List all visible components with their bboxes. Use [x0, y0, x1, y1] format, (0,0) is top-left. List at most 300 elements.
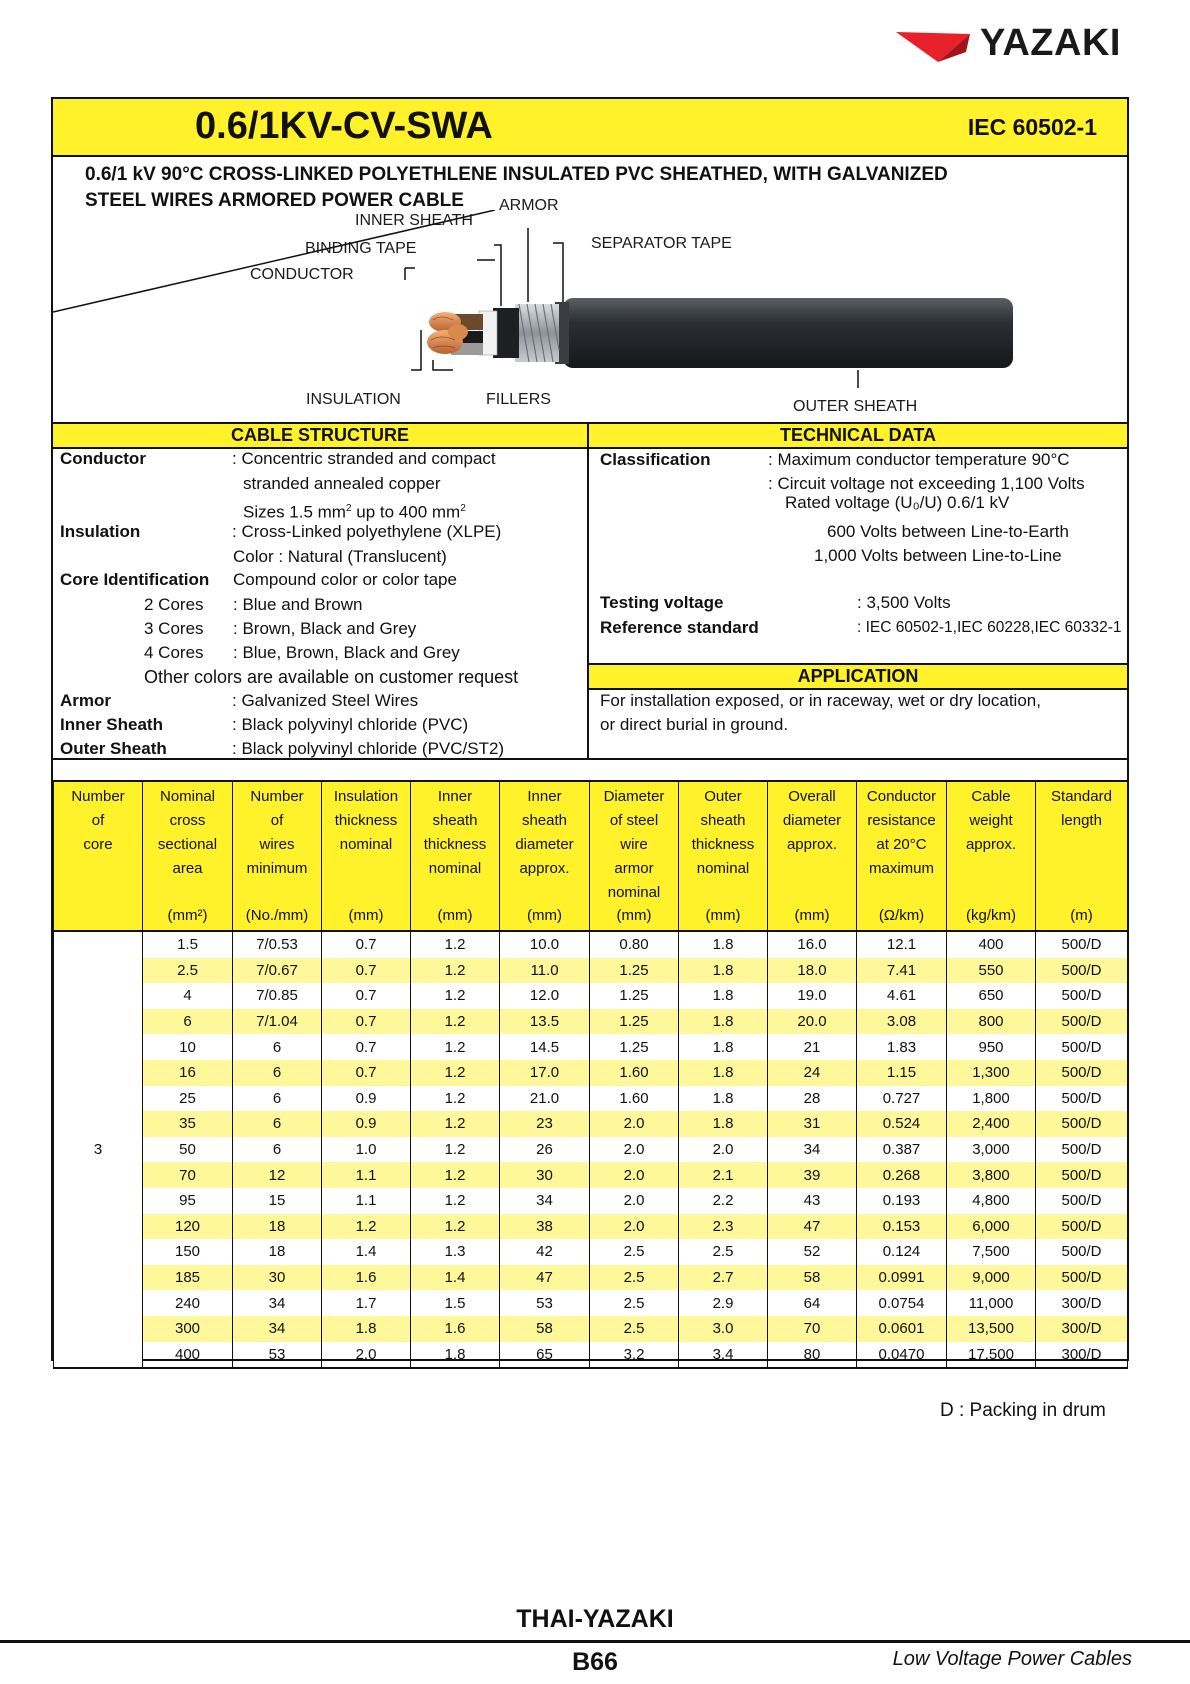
- table-cell: 1.6: [411, 1316, 500, 1342]
- table-cell: 6: [233, 1086, 322, 1112]
- table-cell: 16.0: [768, 931, 857, 958]
- column-header-line: Nominal: [159, 788, 216, 805]
- table-cell: 1.8: [679, 1060, 768, 1086]
- core-2-count: 2 Cores: [144, 595, 204, 614]
- classification-line-2: : Circuit voltage not exceeding 1,100 Volts: [768, 474, 1085, 493]
- table-cell: 500/D: [1036, 1162, 1128, 1188]
- table-cell: 400: [143, 1342, 233, 1369]
- table-cell: 1.25: [590, 1034, 679, 1060]
- column-header-line: length: [1061, 812, 1102, 829]
- table-cell: 3.4: [679, 1342, 768, 1369]
- table-cell: 34: [233, 1290, 322, 1316]
- table-cell: 500/D: [1036, 1265, 1128, 1291]
- column-header-line: Diameter: [603, 788, 665, 805]
- product-standard: IEC 60502-1: [967, 114, 1097, 140]
- column-unit: (mm²): [167, 907, 208, 924]
- table-cell: 0.9: [322, 1111, 411, 1137]
- table-row: [54, 1188, 1128, 1214]
- table-cell: 0.0754: [857, 1290, 947, 1316]
- table-cell: 6: [233, 1111, 322, 1137]
- column-header-line: Inner: [527, 788, 562, 805]
- table-cell: 19.0: [768, 983, 857, 1009]
- table-cell: 34: [233, 1316, 322, 1342]
- classification-line-5: 1,000 Volts between Line-to-Line: [814, 546, 1062, 565]
- table-cell: 1.8: [411, 1342, 500, 1369]
- application-heading: APPLICATION: [589, 663, 1127, 690]
- table-cell: 1.60: [590, 1060, 679, 1086]
- table-row: [54, 1009, 1128, 1035]
- column-header-line: of: [270, 812, 284, 829]
- column-header-line: Insulation: [333, 788, 399, 805]
- column-header-line: weight: [969, 812, 1013, 829]
- footer-category: Low Voltage Power Cables: [892, 1648, 1132, 1670]
- table-cell: 7/0.67: [233, 958, 322, 984]
- table-cell: 2.0: [322, 1342, 411, 1369]
- table-cell: 1.8: [679, 1009, 768, 1035]
- column-header: [590, 781, 679, 931]
- label-inner-sheath: INNER SHEATH: [355, 212, 473, 229]
- label-outer-sheath: OUTER SHEATH: [793, 398, 918, 415]
- table-cell: 0.153: [857, 1214, 947, 1240]
- table-cell: 14.5: [500, 1034, 590, 1060]
- table-cell: 1.1: [322, 1162, 411, 1188]
- inner-sheath-value: : Black polyvinyl chloride (PVC): [232, 715, 469, 734]
- column-header-line: Conductor: [866, 788, 937, 805]
- table-cell: 52: [768, 1239, 857, 1265]
- column-unit: (mm): [348, 907, 384, 924]
- table-cell: 1.4: [411, 1265, 500, 1291]
- column-header: [322, 781, 411, 931]
- column-header-line: nominal: [696, 860, 750, 877]
- table-cell: 1.8: [679, 931, 768, 958]
- table-cell: 47: [768, 1214, 857, 1240]
- column-header: [233, 781, 322, 931]
- table-cell: 0.7: [322, 931, 411, 958]
- table-cell: 26: [500, 1137, 590, 1163]
- table-cell: 1.8: [679, 958, 768, 984]
- table-cell: 18.0: [768, 958, 857, 984]
- table-cell: 18: [233, 1214, 322, 1240]
- table-cell: 500/D: [1036, 1214, 1128, 1240]
- table-cell: 0.0470: [857, 1342, 947, 1369]
- column-header: [1036, 781, 1128, 931]
- table-cell: 2.0: [590, 1162, 679, 1188]
- table-cell: 2.2: [679, 1188, 768, 1214]
- classification-label: Classification: [600, 450, 711, 469]
- table-cell: 550: [947, 958, 1036, 984]
- table-cell: 38: [500, 1214, 590, 1240]
- table-cell: 0.7: [322, 1009, 411, 1035]
- table-cell: 500/D: [1036, 1239, 1128, 1265]
- table-row: [54, 1111, 1128, 1137]
- column-header: [947, 781, 1036, 931]
- table-cell: 80: [768, 1342, 857, 1369]
- table-row: [54, 983, 1128, 1009]
- conductor-sizes: Sizes 1.5 $mm^2$ up to 400 $mm^2$: [243, 502, 466, 522]
- column-header-line: Standard: [1051, 788, 1112, 805]
- column-header-line: Outer: [704, 788, 742, 805]
- column-header-line: thickness: [423, 836, 487, 853]
- table-cell: 25: [143, 1086, 233, 1112]
- table-cell: 7,500: [947, 1239, 1036, 1265]
- table-cell: 6: [233, 1137, 322, 1163]
- table-cell: 70: [768, 1316, 857, 1342]
- column-header-line: armor: [614, 860, 654, 877]
- table-cell: 1.25: [590, 1009, 679, 1035]
- table-cell: 0.9: [322, 1086, 411, 1112]
- table-cell: 11.0: [500, 958, 590, 984]
- column-header-line: of: [91, 812, 105, 829]
- table-cell: 1.2: [411, 1111, 500, 1137]
- table-row: [54, 958, 1128, 984]
- application-line-2: or direct burial in ground.: [600, 715, 789, 734]
- table-cell: 28: [768, 1086, 857, 1112]
- cable-structure-heading: CABLE STRUCTURE: [53, 422, 587, 449]
- table-cell: 1.0: [322, 1137, 411, 1163]
- table-row: [54, 1239, 1128, 1265]
- classification-line-4: 600 Volts between Line-to-Earth: [827, 522, 1069, 541]
- insulation-label: Insulation: [60, 522, 141, 541]
- table-cell: 500/D: [1036, 983, 1128, 1009]
- table-cell: 1.83: [857, 1034, 947, 1060]
- table-cell: 13,500: [947, 1316, 1036, 1342]
- table-row: [54, 931, 1128, 958]
- label-conductor: CONDUCTOR: [250, 266, 354, 283]
- table-cell: 3.08: [857, 1009, 947, 1035]
- column-header-line: minimum: [246, 860, 308, 877]
- table-cell: 2.5: [590, 1239, 679, 1265]
- table-cell: 2.5: [590, 1290, 679, 1316]
- table-header: [54, 781, 1128, 931]
- table-cell: 1.2: [411, 1162, 500, 1188]
- column-header-line: sheath: [521, 812, 568, 829]
- table-cell: 10.0: [500, 931, 590, 958]
- table-row: [54, 1316, 1128, 1342]
- armor-label: Armor: [60, 691, 112, 710]
- column-header-line: sheath: [700, 812, 746, 829]
- table-cell: 1.2: [411, 931, 500, 958]
- table-cell: 6: [233, 1034, 322, 1060]
- table-cell: 800: [947, 1009, 1036, 1035]
- label-separator-tape: SEPARATOR TAPE: [591, 235, 732, 252]
- description-line-2: STEEL WIRES ARMORED POWER CABLE: [85, 190, 464, 211]
- table-cell: 6: [233, 1060, 322, 1086]
- table-cell: 1.5: [143, 931, 233, 958]
- classification-line-3: Rated voltage (U₀/U) 0.6/1 kV: [785, 493, 1010, 512]
- column-header-line: wire: [620, 836, 648, 853]
- table-cell: 3,800: [947, 1162, 1036, 1188]
- table-cell: 2.0: [590, 1137, 679, 1163]
- cable-illustration: [53, 210, 1127, 420]
- table-cell: 43: [768, 1188, 857, 1214]
- outer-sheath-label: Outer Sheath: [60, 739, 167, 758]
- table-cell: 300: [143, 1316, 233, 1342]
- column-header-line: Overall: [788, 788, 836, 805]
- label-insulation: INSULATION: [306, 391, 401, 408]
- table-cell: 0.727: [857, 1086, 947, 1112]
- column-header: [500, 781, 590, 931]
- column-header-line: Inner: [437, 788, 473, 805]
- table-cell: 2.0: [679, 1137, 768, 1163]
- table-cell: 12: [233, 1162, 322, 1188]
- table-cell: 15: [233, 1188, 322, 1214]
- column-header-line: wires: [259, 836, 295, 853]
- column-header-line: approx.: [786, 836, 838, 853]
- column-header-line: approx.: [965, 836, 1017, 853]
- table-cell: 20.0: [768, 1009, 857, 1035]
- column-header-line: at 20°C: [876, 836, 927, 853]
- table-cell: 70: [143, 1162, 233, 1188]
- core-count-cell: 3: [54, 931, 143, 1368]
- insulation-line-1: : Cross-Linked polyethylene (XLPE): [232, 522, 502, 541]
- table-cell: 12.1: [857, 931, 947, 958]
- table-cell: 1.2: [411, 983, 500, 1009]
- column-header: [411, 781, 500, 931]
- table-cell: 1.60: [590, 1086, 679, 1112]
- yazaki-logo: [896, 22, 1136, 66]
- technical-data-heading: TECHNICAL DATA: [589, 422, 1127, 449]
- table-row: [54, 1060, 1128, 1086]
- table-cell: 58: [768, 1265, 857, 1291]
- table-cell: 950: [947, 1034, 1036, 1060]
- table-cell: 35: [143, 1111, 233, 1137]
- section-bottom-rule: [53, 758, 1127, 760]
- column-unit: (mm): [527, 907, 562, 924]
- table-cell: 1.8: [679, 1111, 768, 1137]
- table-cell: 0.80: [590, 931, 679, 958]
- table-cell: 185: [143, 1265, 233, 1291]
- table-cell: 2.1: [679, 1162, 768, 1188]
- column-header-line: Cable: [971, 788, 1011, 805]
- column-header: [768, 781, 857, 931]
- table-cell: 4: [143, 983, 233, 1009]
- table-cell: 1.2: [322, 1214, 411, 1240]
- table-row: [54, 1162, 1128, 1188]
- column-unit: (No./mm): [245, 907, 309, 924]
- table-cell: 34: [500, 1188, 590, 1214]
- column-header-line: of steel: [609, 812, 659, 829]
- column-header-line: diameter: [515, 836, 574, 853]
- table-cell: 1.6: [322, 1265, 411, 1291]
- table-cell: 0.193: [857, 1188, 947, 1214]
- column-unit: (mm): [437, 907, 473, 924]
- table-cell: 1.15: [857, 1060, 947, 1086]
- table-cell: 1.2: [411, 1034, 500, 1060]
- testing-voltage-label: Testing voltage: [600, 593, 724, 612]
- table-cell: 0.7: [322, 958, 411, 984]
- table-cell: 23: [500, 1111, 590, 1137]
- table-cell: 1,300: [947, 1060, 1036, 1086]
- table-cell: 2.0: [590, 1111, 679, 1137]
- column-unit: (mm): [794, 907, 830, 924]
- table-cell: 6,000: [947, 1214, 1036, 1240]
- table-cell: 2.5: [590, 1316, 679, 1342]
- table-cell: 300/D: [1036, 1342, 1128, 1369]
- column-header: [679, 781, 768, 931]
- column-header-line: nominal: [428, 860, 482, 877]
- column-header-line: core: [83, 836, 113, 853]
- column-unit: (m): [1070, 907, 1093, 924]
- table-cell: 4,800: [947, 1188, 1036, 1214]
- column-header-line: thickness: [334, 812, 398, 829]
- table-cell: 150: [143, 1239, 233, 1265]
- column-header-line: nominal: [339, 836, 393, 853]
- table-cell: 2.5: [143, 958, 233, 984]
- conductor-label: Conductor: [60, 449, 146, 468]
- table-cell: 500/D: [1036, 1111, 1128, 1137]
- column-header-line: cross: [169, 812, 206, 829]
- table-cell: 0.524: [857, 1111, 947, 1137]
- table-cell: 300/D: [1036, 1316, 1128, 1342]
- table-cell: 0.124: [857, 1239, 947, 1265]
- table-cell: 4.61: [857, 983, 947, 1009]
- table-cell: 34: [768, 1137, 857, 1163]
- table-cell: 1.2: [411, 1137, 500, 1163]
- footer-rule: [0, 1640, 1190, 1643]
- table-cell: 47: [500, 1265, 590, 1291]
- table-cell: 3,000: [947, 1137, 1036, 1163]
- table-cell: 10: [143, 1034, 233, 1060]
- table-cell: 50: [143, 1137, 233, 1163]
- table-cell: 18: [233, 1239, 322, 1265]
- table-cell: 1.3: [411, 1239, 500, 1265]
- table-cell: 6: [143, 1009, 233, 1035]
- table-cell: 64: [768, 1290, 857, 1316]
- table-cell: 240: [143, 1290, 233, 1316]
- column-header-line: area: [172, 860, 203, 877]
- table-cell: 1.7: [322, 1290, 411, 1316]
- table-cell: 95: [143, 1188, 233, 1214]
- table-cell: 1.2: [411, 958, 500, 984]
- table-cell: 0.0601: [857, 1316, 947, 1342]
- table-cell: 1.2: [411, 1188, 500, 1214]
- footer-brand: THAI-YAZAKI: [516, 1605, 674, 1633]
- table-cell: 400: [947, 931, 1036, 958]
- table-cell: 1.2: [411, 1060, 500, 1086]
- table-cell: 21: [768, 1034, 857, 1060]
- table-cell: 12.0: [500, 983, 590, 1009]
- table-cell: 1.4: [322, 1239, 411, 1265]
- core-4-count: 4 Cores: [144, 643, 204, 662]
- column-unit: (mm): [705, 907, 741, 924]
- table-cell: 500/D: [1036, 1060, 1128, 1086]
- reference-standard-value: : IEC 60502-1,IEC 60228,IEC 60332-1: [857, 619, 1122, 636]
- table-cell: 0.0991: [857, 1265, 947, 1291]
- table-cell: 0.387: [857, 1137, 947, 1163]
- table-cell: 500/D: [1036, 931, 1128, 958]
- table-cell: 21.0: [500, 1086, 590, 1112]
- table-cell: 1.2: [411, 1086, 500, 1112]
- table-cell: 1.25: [590, 958, 679, 984]
- table-row: [54, 1265, 1128, 1291]
- table-cell: 7.41: [857, 958, 947, 984]
- title-band: [53, 99, 1127, 157]
- table-cell: 3.2: [590, 1342, 679, 1369]
- table-cell: 2.5: [590, 1265, 679, 1291]
- table-cell: 42: [500, 1239, 590, 1265]
- table-cell: 2.9: [679, 1290, 768, 1316]
- column-unit: (Ω/km): [878, 907, 925, 924]
- table-cell: 30: [500, 1162, 590, 1188]
- page-number: B66: [572, 1648, 618, 1676]
- logo-text: YAZAKI: [980, 22, 1121, 64]
- table-cell: 500/D: [1036, 1034, 1128, 1060]
- table-cell: 65: [500, 1342, 590, 1369]
- core-4-colors: : Blue, Brown, Black and Grey: [233, 643, 460, 662]
- table-cell: 7/1.04: [233, 1009, 322, 1035]
- table-cell: 0.7: [322, 1060, 411, 1086]
- table-cell: 500/D: [1036, 1086, 1128, 1112]
- table-cell: 17,500: [947, 1342, 1036, 1369]
- armor-value: : Galvanized Steel Wires: [232, 691, 419, 710]
- table-cell: 53: [500, 1290, 590, 1316]
- conductor-line-2: stranded annealed copper: [243, 474, 441, 493]
- table-cell: 500/D: [1036, 1009, 1128, 1035]
- table-row: [54, 1034, 1128, 1060]
- table-cell: 1.8: [322, 1316, 411, 1342]
- table-row: [54, 1214, 1128, 1240]
- column-header-line: approx.: [519, 860, 570, 877]
- other-colors-note: Other colors are available on customer request: [144, 667, 519, 687]
- table-cell: 2,400: [947, 1111, 1036, 1137]
- table-cell: 1.8: [679, 1086, 768, 1112]
- table-cell: 2.7: [679, 1265, 768, 1291]
- table-cell: 1.8: [679, 1034, 768, 1060]
- column-header-line: thickness: [691, 836, 755, 853]
- table-cell: 9,000: [947, 1265, 1036, 1291]
- insulation-line-2: Color : Natural (Translucent): [233, 547, 447, 566]
- table-cell: 30: [233, 1265, 322, 1291]
- table-row: [54, 1137, 1128, 1163]
- table-cell: 2.0: [590, 1188, 679, 1214]
- table-cell: 500/D: [1036, 1188, 1128, 1214]
- table-cell: 53: [233, 1342, 322, 1369]
- core-3-count: 3 Cores: [144, 619, 204, 638]
- table-cell: 1.2: [411, 1009, 500, 1035]
- logo-arrow-icon: [896, 26, 980, 70]
- table-cell: 0.7: [322, 983, 411, 1009]
- column-header-line: Number: [250, 788, 304, 805]
- product-description: [85, 162, 1085, 214]
- table-cell: 1.25: [590, 983, 679, 1009]
- conductor-line-1: : Concentric stranded and compact: [232, 449, 496, 468]
- section-divider: [587, 422, 589, 760]
- inner-sheath-label: Inner Sheath: [60, 715, 163, 734]
- reference-standard-label: Reference standard: [600, 618, 759, 637]
- table-cell: 2.3: [679, 1214, 768, 1240]
- table-cell: 2.5: [679, 1239, 768, 1265]
- core-identification-label: Core Identification: [60, 570, 210, 589]
- column-header: [857, 781, 947, 931]
- table-cell: 24: [768, 1060, 857, 1086]
- column-header: [143, 781, 233, 931]
- application-line-1: For installation exposed, or in raceway, wet or dry location,: [600, 691, 1041, 710]
- table-cell: 39: [768, 1162, 857, 1188]
- column-header: [54, 781, 143, 931]
- table-cell: 650: [947, 983, 1036, 1009]
- table-cell: 500/D: [1036, 1137, 1128, 1163]
- label-armor: ARMOR: [499, 197, 559, 214]
- table-cell: 16: [143, 1060, 233, 1086]
- table-cell: 1.2: [411, 1214, 500, 1240]
- column-header-line: maximum: [868, 860, 934, 877]
- table-cell: 1,800: [947, 1086, 1036, 1112]
- column-header-line: Number: [71, 788, 125, 805]
- table-cell: 11,000: [947, 1290, 1036, 1316]
- table-cell: 500/D: [1036, 958, 1128, 984]
- label-fillers: FILLERS: [486, 391, 551, 408]
- core-3-colors: : Brown, Black and Grey: [233, 619, 417, 638]
